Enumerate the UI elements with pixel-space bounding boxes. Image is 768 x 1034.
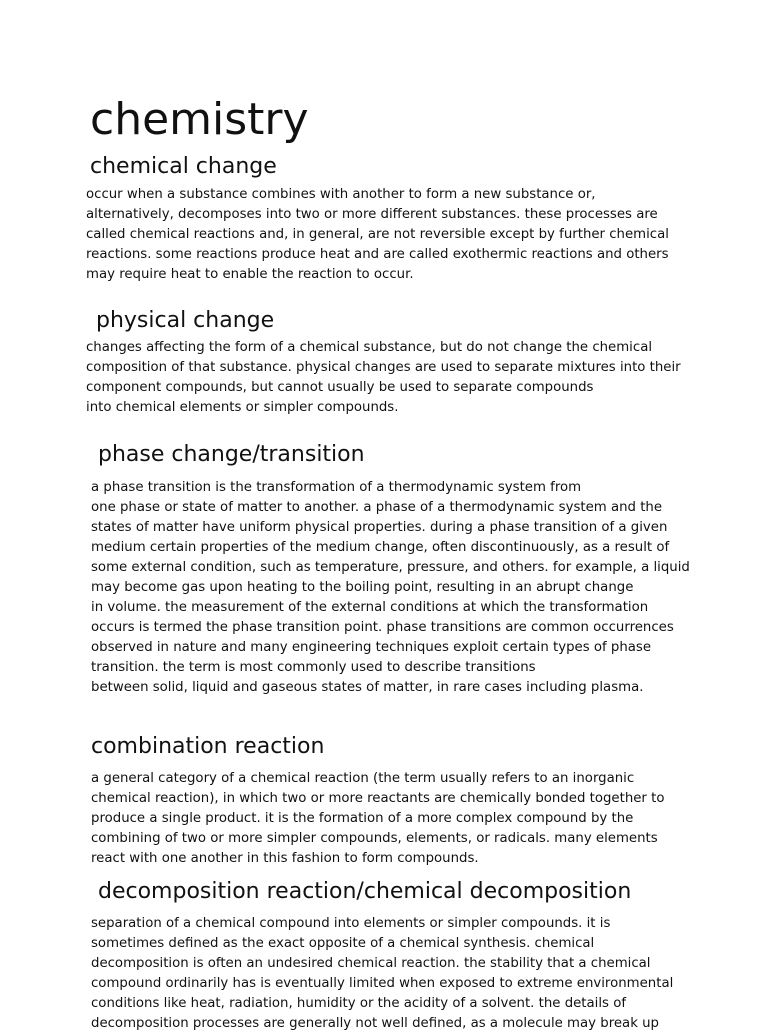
section-body-physical-change: changes affecting the form of a chemical substance, but do not change the chemical composition of that substance. physical changes are used to separate mixtures into their component compounds, but cannot usually be used to separate compounds into chemical elements or simpler compounds. [86, 340, 681, 415]
section-body-chemical-change: occur when a substance combines with another to form a new substance or, alternatively, decomposes into two or more different substances. these processes are called chemical reactions and, in general, are not reversible except by further chemical reactions. some reactions produce heat and are called exothermic reactions and others may require heat to enable the reaction to occur. [86, 187, 669, 282]
section-heading-combination-reaction: combination reaction [91, 734, 325, 759]
section-heading-phase-change: phase change/transition [98, 442, 365, 467]
section-body-decomposition-reaction: separation of a chemical compound into elements or simpler compounds. it is sometimes defined as the exact opposite of a chemical synthesis. chemical decomposition is often an undesired chemical reaction. the stability that a chemical compound ordinarily has is eventually limited when exposed to extreme environmental conditions like heat, radiation, humidity or the acidity of a solvent. the details of decomposition processes are generally not well defined, as a molecule may break up [91, 916, 674, 1031]
section-body-phase-change: a phase transition is the transformation of a thermodynamic system from one phase or state of matter to another. a phase of a thermodynamic system and the states of matter have uniform physical properties. during a phase transition of a given medium certain properties of the medium change, often discontinuously, as a result of some external condition, such as temperature, pressure, and others. for example, a liquid may become gas upon heating to the boiling point, resulting in an abrupt change in volume. the measurement of the external conditions at which the transformation occurs is termed the phase transition point. phase transitions are common occurrences observed in nature and many engineering techniques exploit certain types of phase transition. the term is most commonly used to describe transitions between solid, liquid and gaseous states of matter, in rare cases including plasma. [91, 480, 690, 695]
document-title: chemistry [90, 94, 309, 145]
section-heading-decomposition-reaction: decomposition reaction/chemical decomposition [98, 879, 632, 904]
section-body-combination-reaction: a general category of a chemical reaction (the term usually refers to an inorganic chemical reaction), in which two or more reactants are chemically bonded together to produce a single product. it is the formation of a more complex compound by the combining of two or more simpler compounds, elements, or radicals. many elements react with one another in this fashion to form compounds. [91, 771, 665, 866]
section-heading-chemical-change: chemical change [90, 154, 277, 179]
section-heading-physical-change: physical change [96, 308, 275, 333]
